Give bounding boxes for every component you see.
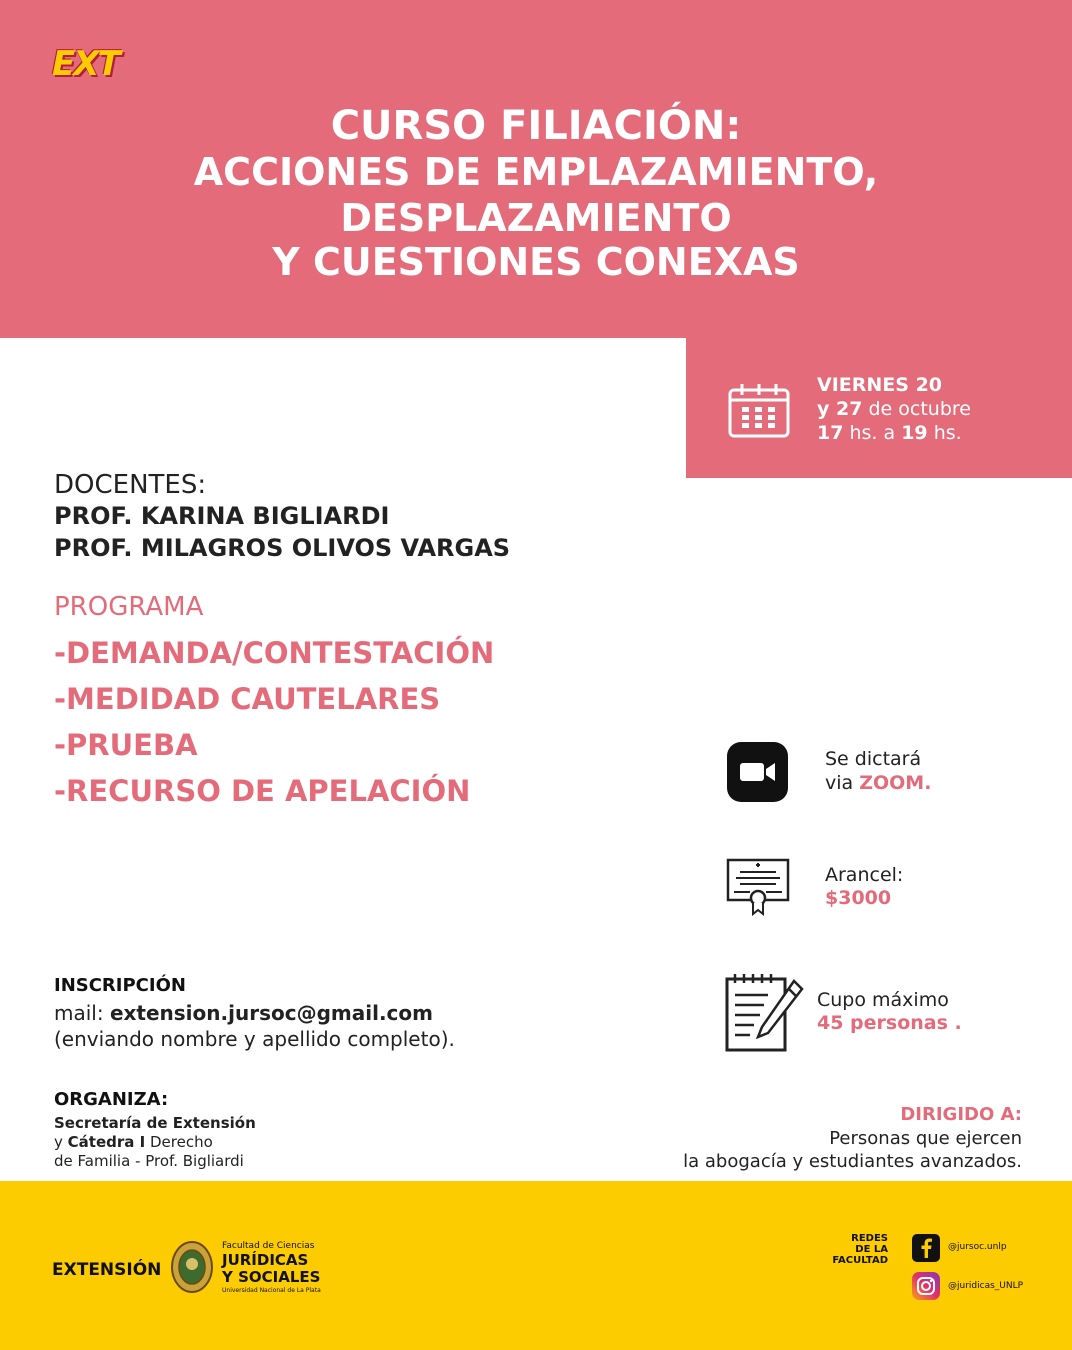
instagram-icon[interactable] [912,1272,940,1300]
programa-item: -MEDIDAD CAUTELARES [54,682,441,716]
cupo-label: Cupo máximo [817,989,949,1011]
redes-label: REDES DE LA FACULTAD [832,1233,888,1266]
organiza-line: y Cátedra I Derecho [54,1133,213,1151]
inscripcion-mail: mail: extension.jursoc@gmail.com [54,1001,433,1025]
calendar-icon [728,382,790,438]
cupo-value: 45 personas . [817,1012,962,1034]
university-seal-icon [170,1240,214,1294]
instagram-handle[interactable]: @juridicas_UNLP [948,1281,1024,1291]
docente-name: PROF. KARINA BIGLIARDI [54,502,390,530]
zoom-text: Se dictará [825,748,922,770]
programa-item: -RECURSO DE APELACIÓN [54,774,471,808]
ext-logo: EXT [52,44,119,84]
inscripcion-note: (enviando nombre y apellido completo). [54,1027,455,1051]
date-day: VIERNES 20 [817,374,943,396]
course-title-line-2: ACCIONES DE EMPLAZAMIENTO, [193,150,879,194]
university-name: Universidad Nacional de La Plata [222,1287,321,1294]
faculty-label: Facultad de Ciencias [222,1241,315,1251]
organiza-line: de Familia - Prof. Bigliardi [54,1152,244,1170]
dirigido-text: Personas que ejercen [829,1128,1022,1149]
course-title-line-4: Y CUESTIONES CONEXAS [272,240,800,284]
facebook-handle[interactable]: @jursoc.unlp [948,1242,1007,1252]
dirigido-heading: DIRIGIDO A: [900,1104,1022,1125]
certificate-icon [726,858,790,916]
programa-item: -PRUEBA [54,728,198,762]
facebook-icon[interactable] [912,1234,940,1262]
faculty-name: JURÍDICAS [222,1251,309,1269]
date-month: y 27 de octubre [817,398,971,420]
faculty-name: Y SOCIALES [222,1268,321,1286]
arancel-label: Arancel: [825,864,904,886]
programa-heading: PROGRAMA [54,592,204,622]
course-title-line-3: DESPLAZAMIENTO [340,196,732,240]
notepad-pencil-icon [724,973,804,1053]
email-link[interactable]: extension.jursoc@gmail.com [109,1001,433,1025]
zoom-video-icon [727,742,788,802]
docente-name: PROF. MILAGROS OLIVOS VARGAS [54,534,511,562]
docentes-heading: DOCENTES: [54,470,207,500]
arancel-value: $3000 [825,887,892,909]
organiza-line: Secretaría de Extensión [54,1114,256,1132]
dirigido-text: la abogacía y estudiantes avanzados. [683,1151,1022,1172]
course-title-line-1: CURSO FILIACIÓN: [330,103,742,149]
organiza-heading: ORGANIZA: [54,1089,169,1110]
date-time: 17 hs. a 19 hs. [817,422,962,444]
zoom-text-platform: via ZOOM. [825,772,932,794]
extension-label: EXTENSIÓN [52,1260,162,1280]
programa-item: -DEMANDA/CONTESTACIÓN [54,636,495,670]
inscripcion-heading: INSCRIPCIÓN [54,975,186,996]
